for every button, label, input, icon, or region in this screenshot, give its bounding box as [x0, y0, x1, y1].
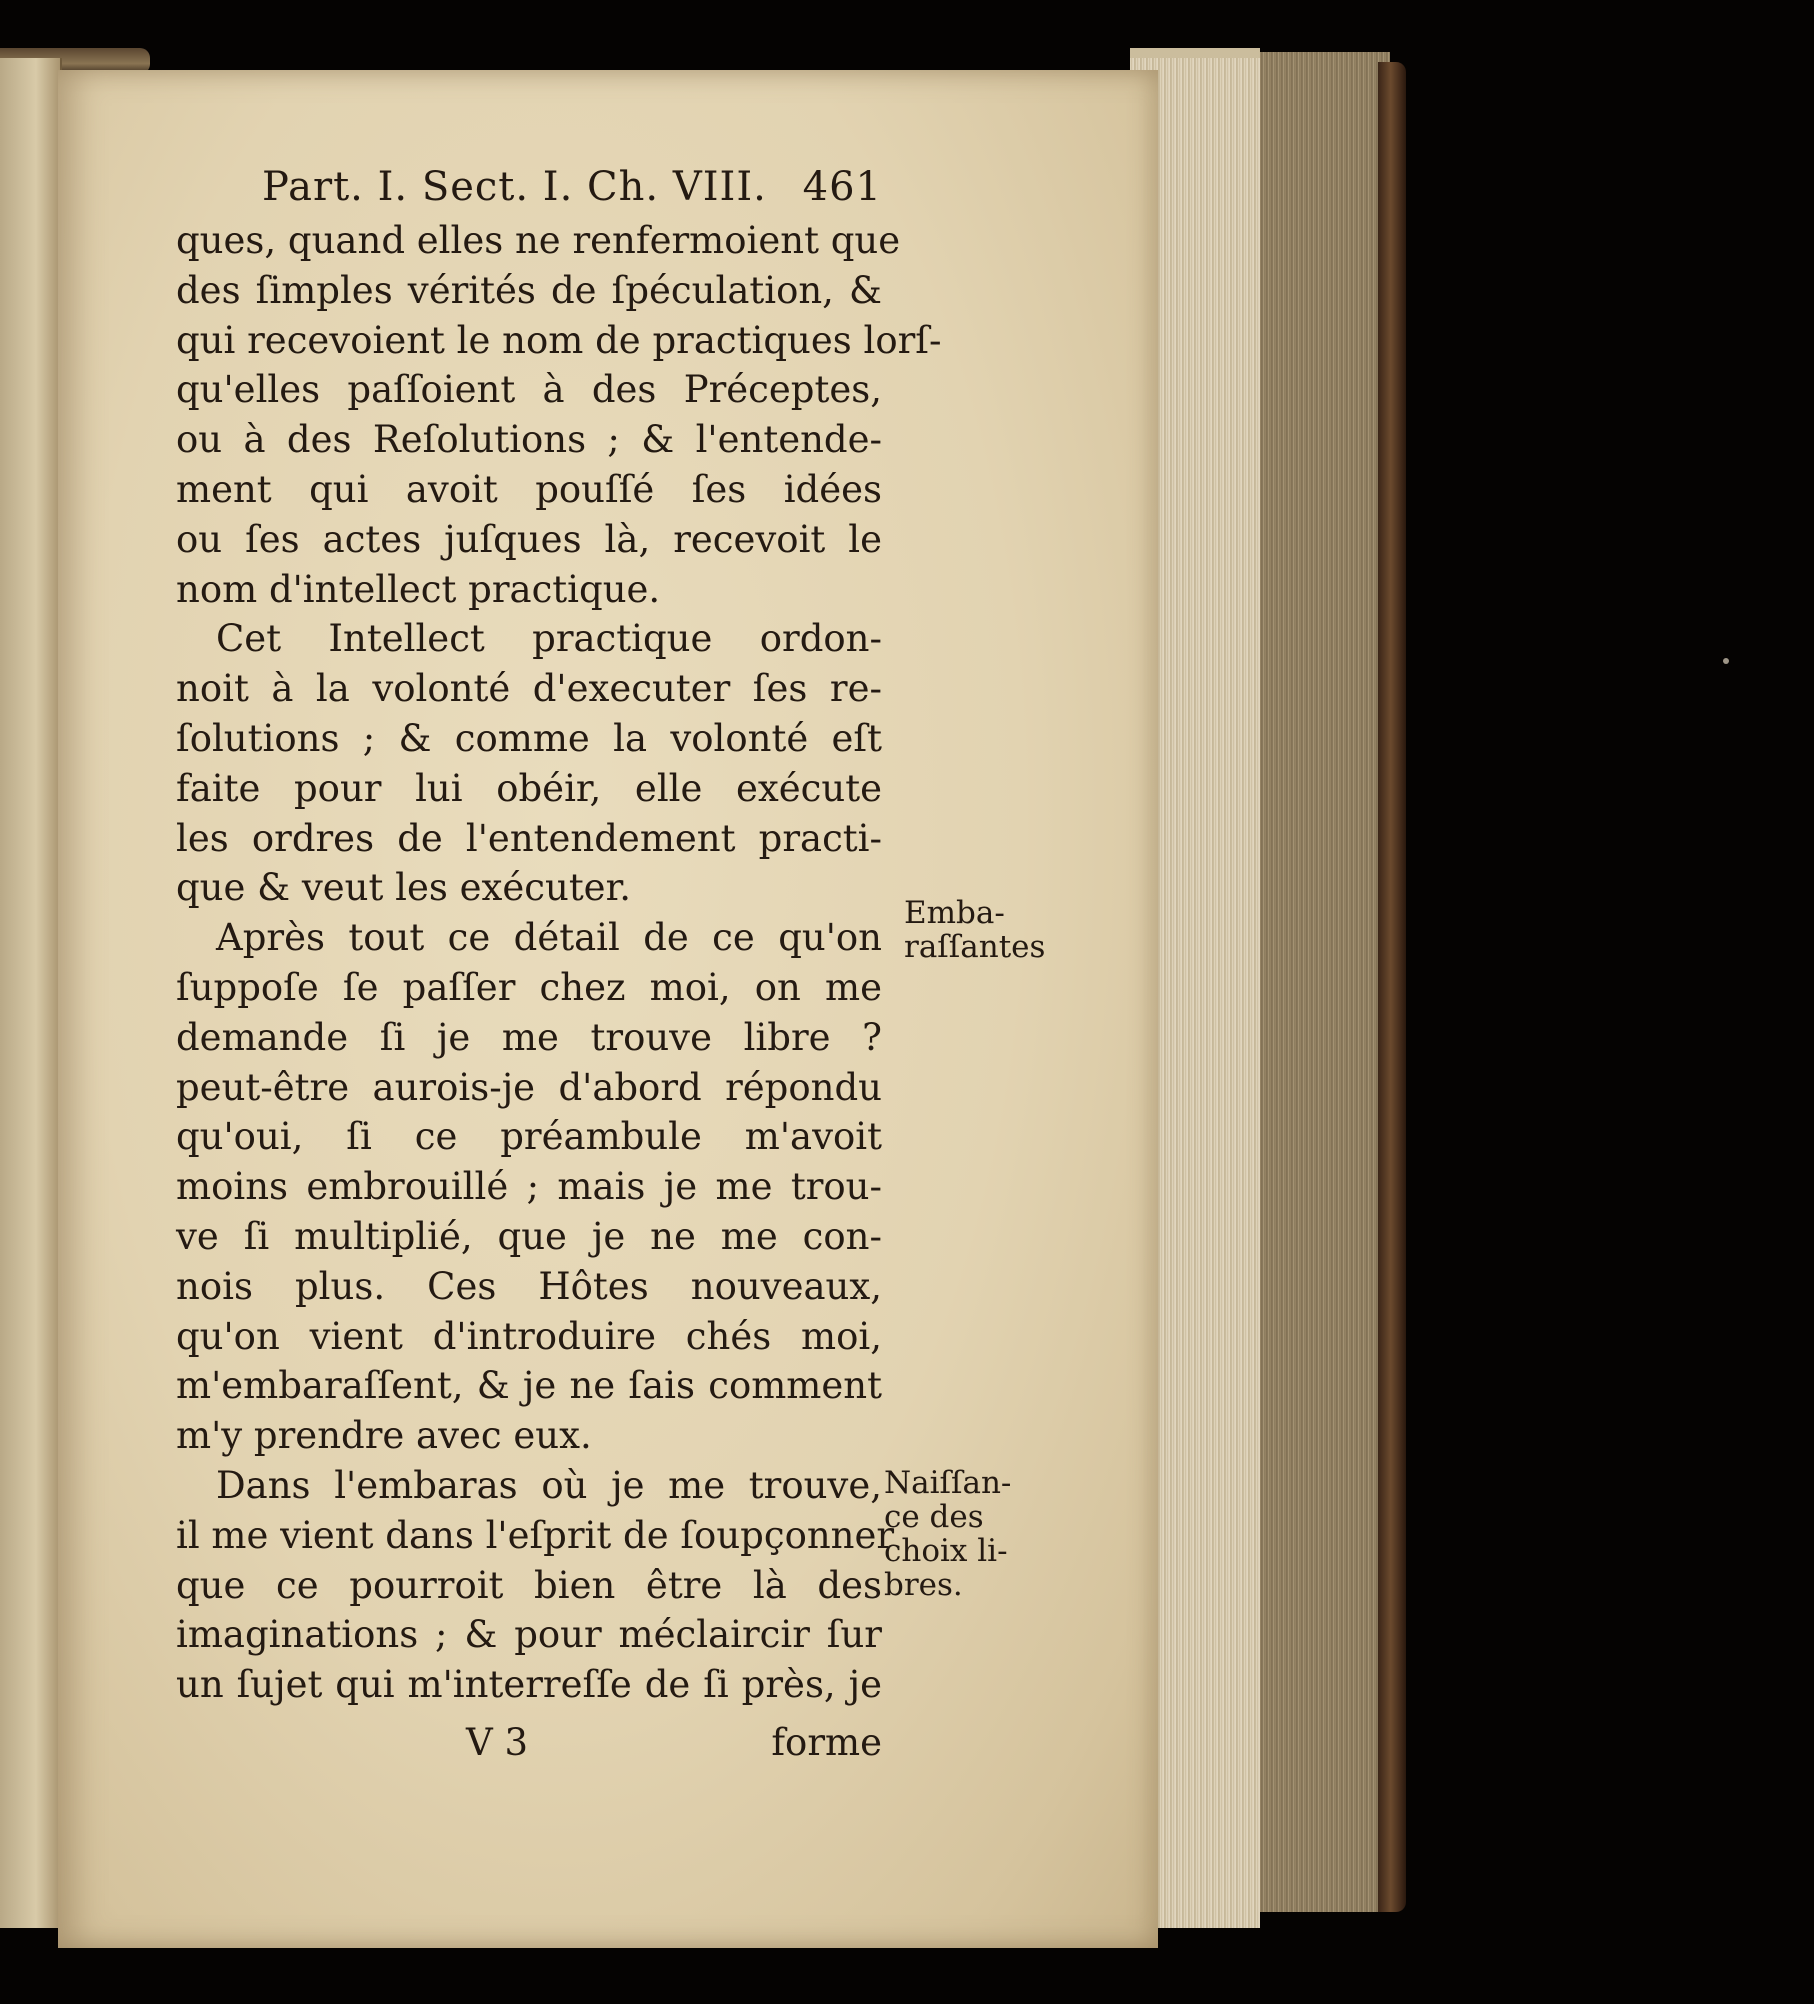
text-line: nois plus. Ces Hôtes nouveaux,	[176, 1264, 882, 1308]
margin-note-embarassantes: Emba- raſſantes	[904, 895, 1046, 965]
text-line: nom d'intellect practique.	[176, 567, 661, 611]
text-line: qu'oui, ſi ce préambule m'avoit	[176, 1115, 882, 1159]
text-line: un ſujet qui m'interreſſe de ſi près, je	[176, 1663, 882, 1707]
running-head	[262, 164, 882, 218]
text-line: Cet Intellect practique ordon-	[216, 617, 882, 661]
text-line: il me vient dans l'eſprit de ſoupçonner	[176, 1513, 895, 1557]
text-line: ou ſes actes juſques là, recevoit le	[176, 517, 882, 561]
text-line: imaginations ; & pour méclaircir ſur	[176, 1613, 882, 1657]
text-line: faite pour lui obéir, elle exécute	[176, 766, 882, 810]
book-cover-edge	[1378, 62, 1406, 1912]
text-line: noit à la volonté d'executer ſes re-	[176, 667, 882, 711]
page-footer	[176, 1718, 882, 1768]
text-line: qu'on vient d'introduire chés moi,	[176, 1314, 882, 1358]
text-line: ment qui avoit pouſſé ſes idées	[176, 468, 882, 511]
text-line: des ſimples vérités de ſpéculation, &	[176, 268, 882, 312]
text-line: les ordres de l'entendement practi-	[176, 816, 882, 860]
running-head-title: Part. I. Sect. I. Ch. VIII.	[262, 164, 767, 210]
text-line: demande ſi je me trouve libre ?	[176, 1015, 882, 1059]
text-line: ſuppoſe ſe paſſer chez moi, on me	[176, 966, 882, 1009]
left-page-edge	[0, 58, 62, 1928]
dust-speck	[1723, 658, 1729, 664]
text-line: qui recevoient le nom de practiques lorſ-	[176, 318, 942, 362]
catchword: forme	[771, 1721, 882, 1764]
text-line: qu'elles paſſoient à des Préceptes,	[176, 368, 882, 412]
text-line: ou à des Reſolutions ; & l'entende-	[176, 418, 882, 462]
text-line: ques, quand elles ne renfermoient que	[176, 219, 901, 262]
text-line: que ce pourroit bien être là des	[176, 1563, 882, 1607]
text-line: Dans l'embaras où je me trouve,	[216, 1464, 882, 1507]
text-line: ſolutions ; & comme la volonté eſt	[176, 717, 882, 760]
text-line: m'y prendre avec eux.	[176, 1414, 592, 1458]
text-line: que & veut les exécuter.	[176, 866, 631, 910]
text-line: peut-être aurois-je d'abord répondu	[176, 1065, 882, 1109]
text-line: Après tout ce détail de ce qu'on	[216, 916, 882, 960]
text-line: m'embaraſſent, & je ne ſais comment	[176, 1364, 882, 1408]
page-number: 461	[802, 164, 882, 210]
text-line: moins embrouillé ; mais je me trou-	[176, 1165, 882, 1209]
text-line: ve ſi multiplié, que je ne me con-	[176, 1215, 882, 1258]
margin-note-naissance: Naiſſan- ce des choix li- bres.	[884, 1465, 1012, 1603]
page-block-edges	[1250, 52, 1390, 1912]
signature-mark: V 3	[466, 1721, 529, 1764]
